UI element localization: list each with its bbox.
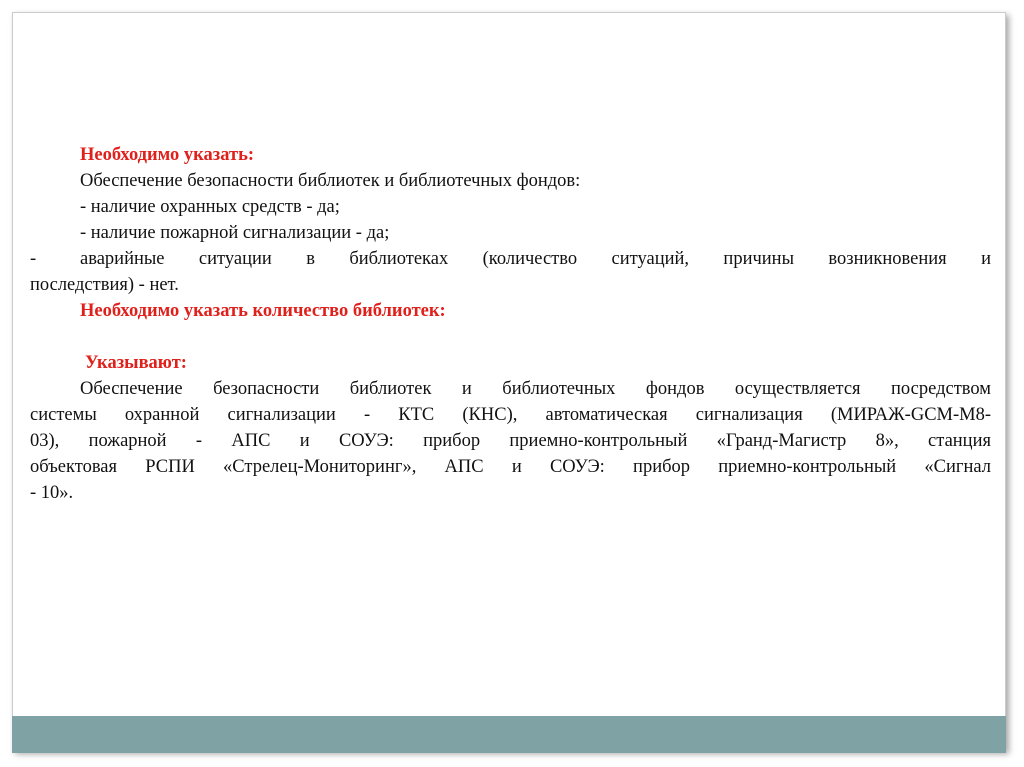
slide-content: [30, 142, 991, 506]
heading-library-count: Необходимо указать количество библиотек:: [80, 301, 446, 321]
footer-bar: [12, 716, 1006, 753]
text-line-security: Обеспечение безопасности библиотек и библиотечных фондов:: [80, 171, 581, 191]
blank-line: [30, 324, 991, 350]
text-line-guard-means: - наличие охранных средств - да;: [80, 197, 340, 217]
list-item-emergency: [30, 246, 991, 272]
paragraph-line: системы охранной сигнализации - КТС (КНС), автоматическая сигнализация (МИРАЖ-GCM-М8-: [30, 405, 991, 425]
paragraph-line: 03), пожарной - АПС и СОУЭ: прибор приемно-контрольный «Гранд-Магистр 8», станция: [30, 431, 991, 451]
dash-mark: -: [30, 249, 37, 269]
heading-specify: Указывают:: [85, 353, 187, 373]
heading-must-specify: Необходимо указать:: [80, 145, 255, 165]
text-line-emergency: аварийные ситуации в библиотеках (количество ситуаций, причины возникновения и: [80, 249, 991, 269]
paragraph-line: Обеспечение безопасности библиотек и библиотечных фондов осуществляется посредством: [80, 379, 991, 399]
paragraph-line: объектовая РСПИ «Стрелец-Мониторинг», АПС и СОУЭ: прибор приемно-контрольный «Сигнал: [30, 457, 991, 477]
paragraph-security-details: [30, 376, 991, 506]
text-line-emergency-cont: последствия) - нет.: [30, 275, 179, 295]
paragraph-line: - 10».: [30, 483, 74, 503]
text-line-fire-alarm: - наличие пожарной сигнализации - да;: [80, 223, 390, 243]
